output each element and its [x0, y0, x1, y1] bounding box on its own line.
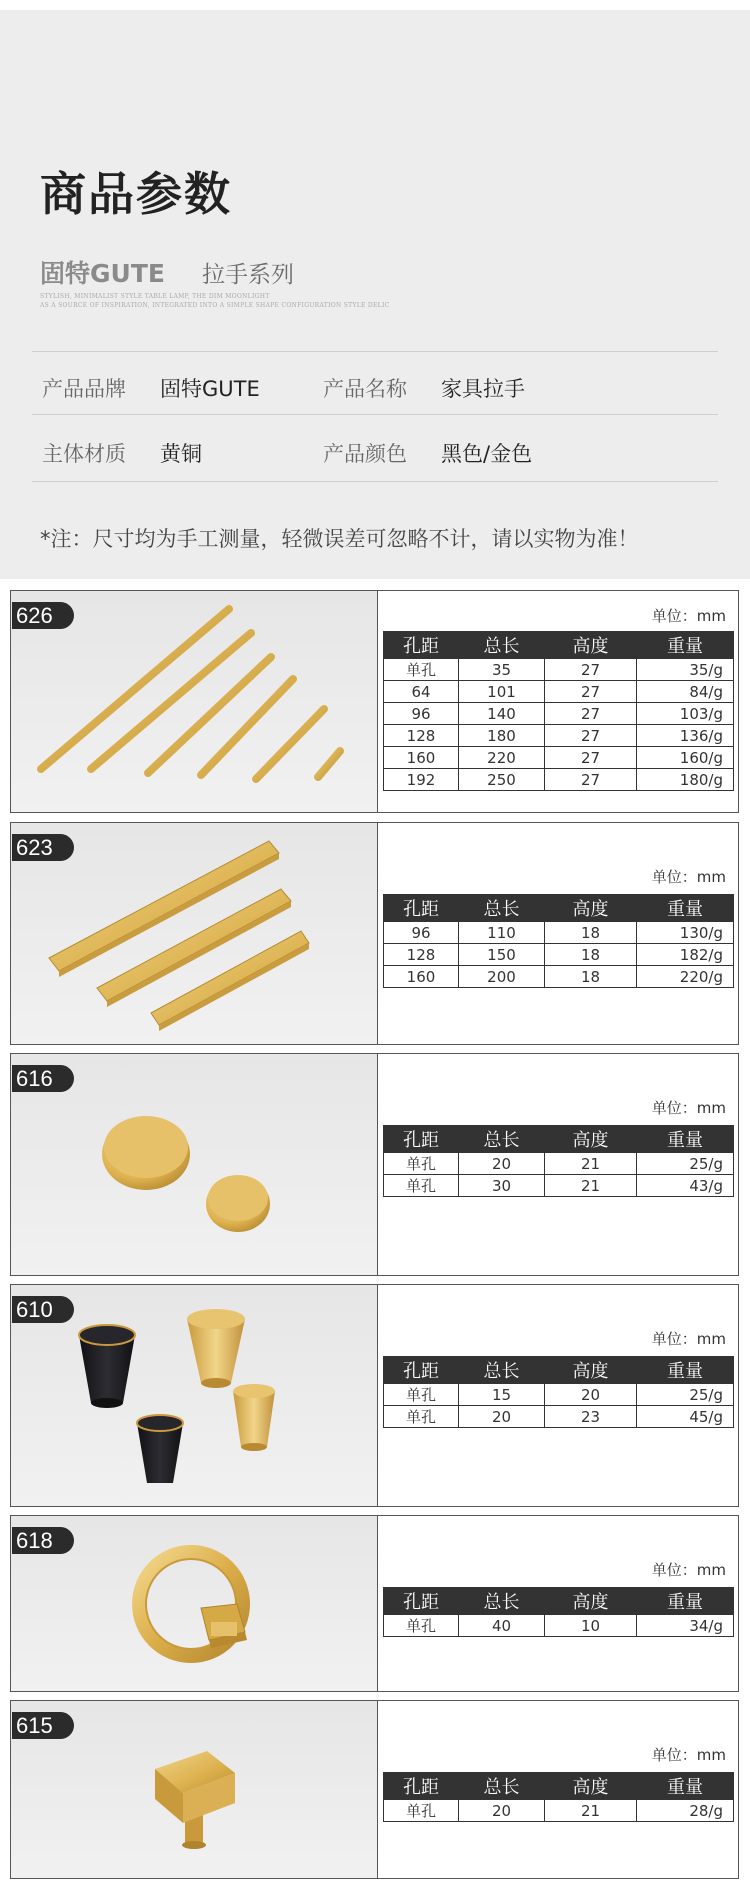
- cell: 103/g: [637, 703, 734, 725]
- param-value: 家具拉手: [441, 377, 525, 401]
- spec-table: [383, 1772, 734, 1822]
- param-value: 黑色/金色: [441, 442, 533, 466]
- cell: 34/g: [637, 1615, 734, 1637]
- header-total-length: 总长: [459, 1773, 545, 1800]
- cell: 136/g: [637, 725, 734, 747]
- cell: 27: [545, 769, 637, 791]
- header-total-length: 总长: [459, 1588, 545, 1615]
- cell: 30: [459, 1175, 545, 1197]
- cell: 43/g: [637, 1175, 734, 1197]
- cell: 250: [459, 769, 545, 791]
- cell: 10: [545, 1615, 637, 1637]
- table-row: [384, 1175, 734, 1197]
- param-row: [0, 438, 750, 478]
- table-row: [384, 1800, 734, 1822]
- brand-series: 拉手系列: [202, 262, 294, 288]
- header-hole-distance: 孔距: [384, 1588, 459, 1615]
- cell: 23: [545, 1406, 637, 1428]
- header-height: 高度: [545, 1588, 637, 1615]
- divider: [32, 351, 718, 352]
- product-parameters-section: [0, 10, 750, 579]
- spec-area: [378, 1701, 738, 1878]
- param-label: 产品颜色: [323, 442, 407, 466]
- cell: 27: [545, 681, 637, 703]
- cell: 单孔: [384, 1384, 459, 1406]
- cell: 单孔: [384, 1175, 459, 1197]
- table-row: [384, 1615, 734, 1637]
- cell: 单孔: [384, 1153, 459, 1175]
- table-row: [384, 944, 734, 966]
- brand-tagline: AS A SOURCE OF INSPIRATION, INTEGRATED INTO A SIMPLE SHAPE CONFIGURATION STYLE DELIC: [40, 302, 390, 309]
- cell: 180/g: [637, 769, 734, 791]
- product-code-badge: 616: [12, 1065, 74, 1092]
- table-row: [384, 703, 734, 725]
- cell: 27: [545, 659, 637, 681]
- header-weight: 重量: [637, 1773, 734, 1800]
- cell: 35: [459, 659, 545, 681]
- cell: 单孔: [384, 1615, 459, 1637]
- cell: 101: [459, 681, 545, 703]
- param-label: 产品名称: [323, 377, 407, 401]
- product-image: [11, 1054, 378, 1275]
- header-hole-distance: 孔距: [384, 1773, 459, 1800]
- product-image: [11, 823, 378, 1044]
- cell: 单孔: [384, 1800, 459, 1822]
- spec-area: [378, 1054, 738, 1275]
- cell: 220/g: [637, 966, 734, 988]
- cell: 140: [459, 703, 545, 725]
- spec-table: [383, 631, 734, 791]
- header-total-length: 总长: [459, 895, 545, 922]
- product-panel-623: [10, 822, 739, 1045]
- section-title: 商品参数: [40, 167, 232, 221]
- table-row: [384, 681, 734, 703]
- header-height: 高度: [545, 632, 637, 659]
- unit-label: 单位：mm: [651, 1330, 726, 1348]
- spec-table: [383, 1356, 734, 1428]
- product-panel-626: [10, 590, 739, 813]
- cell: 25/g: [637, 1153, 734, 1175]
- unit-label: 单位：mm: [651, 868, 726, 886]
- product-image: [11, 591, 378, 812]
- param-value: 黄铜: [160, 442, 202, 466]
- cell: 25/g: [637, 1384, 734, 1406]
- header-hole-distance: 孔距: [384, 895, 459, 922]
- table-row: [384, 747, 734, 769]
- cell: 64: [384, 681, 459, 703]
- table-row: [384, 922, 734, 944]
- header-height: 高度: [545, 1126, 637, 1153]
- header-weight: 重量: [637, 1126, 734, 1153]
- cell: 84/g: [637, 681, 734, 703]
- product-panel-616: [10, 1053, 739, 1276]
- cell: 96: [384, 922, 459, 944]
- product-image: [11, 1516, 378, 1691]
- cell: 192: [384, 769, 459, 791]
- cell: 128: [384, 725, 459, 747]
- unit-label: 单位：mm: [651, 1746, 726, 1764]
- product-panel-615: [10, 1700, 739, 1879]
- cell: 110: [459, 922, 545, 944]
- param-row: [0, 373, 750, 413]
- header-weight: 重量: [637, 1588, 734, 1615]
- header-hole-distance: 孔距: [384, 1357, 459, 1384]
- product-panel-610: [10, 1284, 739, 1507]
- divider: [32, 414, 718, 415]
- cell: 40: [459, 1615, 545, 1637]
- param-label: 主体材质: [42, 442, 126, 466]
- cell: 200: [459, 966, 545, 988]
- product-panel-618: [10, 1515, 739, 1692]
- header-height: 高度: [545, 1357, 637, 1384]
- table-header-row: [384, 632, 734, 659]
- cell: 20: [545, 1384, 637, 1406]
- cell: 160: [384, 747, 459, 769]
- table-header-row: [384, 1588, 734, 1615]
- header-total-length: 总长: [459, 1126, 545, 1153]
- cell: 18: [545, 922, 637, 944]
- cell: 160/g: [637, 747, 734, 769]
- table-header-row: [384, 895, 734, 922]
- cell: 96: [384, 703, 459, 725]
- table-row: [384, 1153, 734, 1175]
- cell: 21: [545, 1175, 637, 1197]
- header-total-length: 总长: [459, 1357, 545, 1384]
- header-weight: 重量: [637, 895, 734, 922]
- cell: 27: [545, 725, 637, 747]
- cell: 28/g: [637, 1800, 734, 1822]
- spec-area: [378, 1285, 738, 1506]
- param-value: 固特GUTE: [160, 377, 260, 401]
- product-image: [11, 1701, 378, 1878]
- cell: 18: [545, 966, 637, 988]
- cell: 180: [459, 725, 545, 747]
- table-row: [384, 725, 734, 747]
- spec-area: [378, 1516, 738, 1691]
- brand-tagline: STYLISH, MINIMALIST STYLE TABLE LAMP, THE DIM MOONLIGHT: [40, 293, 270, 300]
- cell: 150: [459, 944, 545, 966]
- cell: 20: [459, 1153, 545, 1175]
- product-code-badge: 626: [12, 602, 74, 629]
- measurement-note: *注：尺寸均为手工测量，轻微误差可忽略不计，请以实物为准！: [40, 527, 639, 551]
- cell: 单孔: [384, 659, 459, 681]
- header-height: 高度: [545, 895, 637, 922]
- table-row: [384, 1384, 734, 1406]
- header-total-length: 总长: [459, 632, 545, 659]
- brand-logo: 固特GUTE: [40, 259, 165, 288]
- product-code-badge: 610: [12, 1296, 74, 1323]
- table-row: [384, 1406, 734, 1428]
- table-row: [384, 769, 734, 791]
- unit-label: 单位：mm: [651, 607, 726, 625]
- header-hole-distance: 孔距: [384, 1126, 459, 1153]
- table-row: [384, 659, 734, 681]
- spec-table: [383, 1587, 734, 1637]
- cell: 21: [545, 1800, 637, 1822]
- cell: 130/g: [637, 922, 734, 944]
- unit-label: 单位：mm: [651, 1099, 726, 1117]
- unit-label: 单位：mm: [651, 1561, 726, 1579]
- cell: 21: [545, 1153, 637, 1175]
- product-code-badge: 615: [12, 1712, 74, 1739]
- cell: 182/g: [637, 944, 734, 966]
- product-code-badge: 623: [12, 834, 74, 861]
- cell: 160: [384, 966, 459, 988]
- header-weight: 重量: [637, 632, 734, 659]
- spec-table: [383, 1125, 734, 1197]
- divider: [32, 481, 718, 482]
- product-code-badge: 618: [12, 1527, 74, 1554]
- table-header-row: [384, 1126, 734, 1153]
- cell: 20: [459, 1800, 545, 1822]
- spec-area: [378, 823, 738, 1044]
- table-header-row: [384, 1773, 734, 1800]
- cell: 220: [459, 747, 545, 769]
- spec-table: [383, 894, 734, 988]
- header-height: 高度: [545, 1773, 637, 1800]
- table-header-row: [384, 1357, 734, 1384]
- product-image: [11, 1285, 378, 1506]
- cell: 单孔: [384, 1406, 459, 1428]
- param-label: 产品品牌: [42, 377, 126, 401]
- cell: 128: [384, 944, 459, 966]
- cell: 27: [545, 747, 637, 769]
- cell: 27: [545, 703, 637, 725]
- cell: 18: [545, 944, 637, 966]
- cell: 20: [459, 1406, 545, 1428]
- table-row: [384, 966, 734, 988]
- cell: 35/g: [637, 659, 734, 681]
- header-hole-distance: 孔距: [384, 632, 459, 659]
- cell: 45/g: [637, 1406, 734, 1428]
- cell: 15: [459, 1384, 545, 1406]
- header-weight: 重量: [637, 1357, 734, 1384]
- spec-area: [378, 591, 738, 812]
